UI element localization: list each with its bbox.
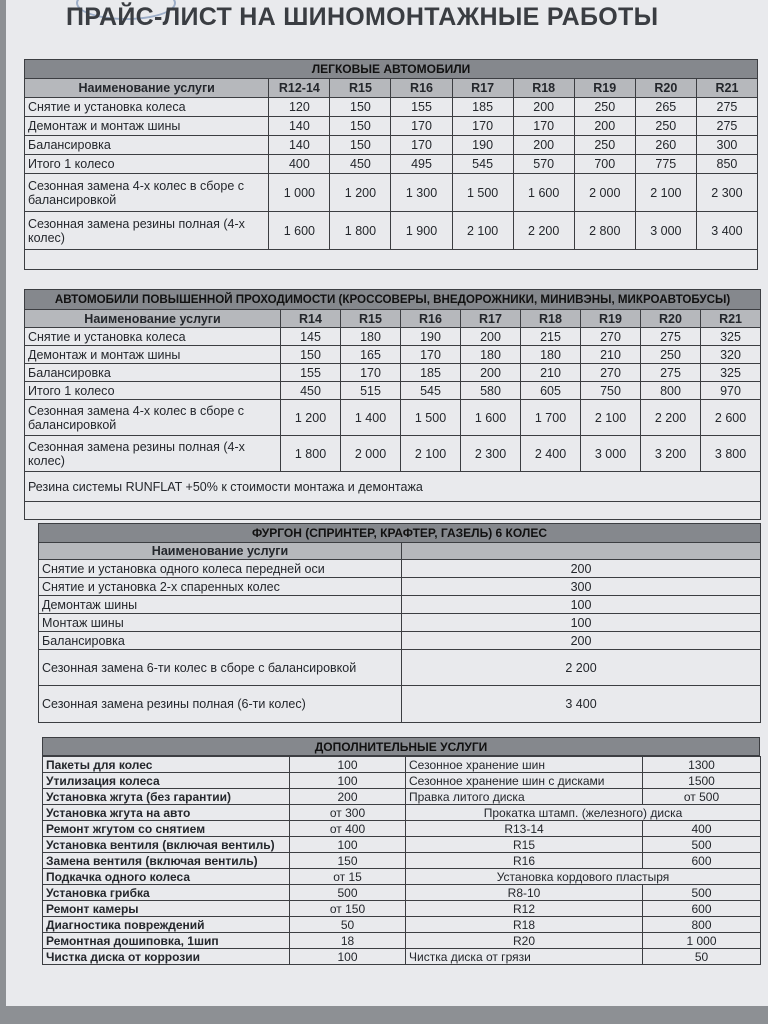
price-row xyxy=(25,364,761,382)
service-name: Замена вентиля (включая вентиль) xyxy=(43,853,290,869)
price-row xyxy=(39,560,761,578)
price-cell: 1500 xyxy=(643,773,761,789)
price-cell: 185 xyxy=(452,98,513,117)
price-cell: от 400 xyxy=(290,821,406,837)
subheader: Установка кордового пластыря xyxy=(406,869,761,885)
price-cell: 200 xyxy=(574,117,635,136)
price-row xyxy=(25,400,761,436)
price-row xyxy=(406,853,761,869)
price-cell: 775 xyxy=(635,155,696,174)
price-cell: 18 xyxy=(290,933,406,949)
price-row xyxy=(25,436,761,472)
service-col-header: Наименование услуги xyxy=(25,79,269,98)
service-name: Установка грибка xyxy=(43,885,290,901)
price-col-header xyxy=(402,543,761,560)
section-header-van: ФУРГОН (СПРИНТЕР, КРАФТЕР, ГАЗЕЛЬ) 6 КОЛЕС xyxy=(39,524,761,543)
price-cell: 1 600 xyxy=(513,174,574,212)
service-name: R20 xyxy=(406,933,643,949)
price-row xyxy=(406,949,761,965)
price-cell: 170 xyxy=(513,117,574,136)
price-cell: 170 xyxy=(391,136,452,155)
price-cell: 605 xyxy=(521,382,581,400)
price-row xyxy=(406,837,761,853)
service-name: R12 xyxy=(406,901,643,917)
price-cell: 500 xyxy=(643,885,761,901)
price-cell: 265 xyxy=(635,98,696,117)
service-name: Итого 1 колесо xyxy=(25,382,281,400)
service-name: Сезонная замена резины полная (4-х колес) xyxy=(25,436,281,472)
price-row xyxy=(406,901,761,917)
price-cell: 270 xyxy=(581,364,641,382)
section-header-suv: АВТОМОБИЛИ ПОВЫШЕННОЙ ПРОХОДИМОСТИ (КРОССОВЕРЫ, ВНЕДОРОЖНИКИ, МИНИВЭНЫ, МИКРОАВТОБУСЫ) xyxy=(25,290,761,310)
price-cell: 580 xyxy=(461,382,521,400)
price-cell: 100 xyxy=(290,773,406,789)
service-name: Сезонная замена 4-х колес в сборе с балансировкой xyxy=(25,174,269,212)
service-name: R18 xyxy=(406,917,643,933)
service-name: Чистка диска от грязи xyxy=(406,949,643,965)
price-cell: 495 xyxy=(391,155,452,174)
price-row xyxy=(25,382,761,400)
price-cell: 2 200 xyxy=(641,400,701,436)
size-header: R18 xyxy=(513,79,574,98)
price-cell: 275 xyxy=(641,364,701,382)
price-cell: 170 xyxy=(341,364,401,382)
price-cell: 200 xyxy=(461,364,521,382)
price-cell: 270 xyxy=(581,328,641,346)
price-cell: 2 200 xyxy=(513,212,574,250)
price-cell: 2 100 xyxy=(452,212,513,250)
runflat-note: Резина системы RUNFLAT +50% к стоимости монтажа и демонтажа xyxy=(25,472,761,502)
price-cell: 2 100 xyxy=(401,436,461,472)
price-row xyxy=(25,155,758,174)
price-row xyxy=(406,933,761,949)
price-cell: 100 xyxy=(290,757,406,773)
price-cell: 2 400 xyxy=(521,436,581,472)
price-cell: 155 xyxy=(391,98,452,117)
price-cell: 750 xyxy=(581,382,641,400)
price-row xyxy=(43,773,406,789)
price-cell: 100 xyxy=(402,596,761,614)
price-cell: 150 xyxy=(290,853,406,869)
service-name: R15 xyxy=(406,837,643,853)
price-cell: 500 xyxy=(643,837,761,853)
van-price-table xyxy=(38,523,761,723)
price-row xyxy=(406,917,761,933)
service-name: Сезонная замена резины полная (4-х колес) xyxy=(25,212,269,250)
price-cell: 165 xyxy=(341,346,401,364)
size-header: R15 xyxy=(330,79,391,98)
price-cell: 1 600 xyxy=(461,400,521,436)
price-cell: 545 xyxy=(401,382,461,400)
size-header: R12-14 xyxy=(269,79,330,98)
extra-header xyxy=(42,737,760,756)
price-row xyxy=(43,853,406,869)
price-cell: 1 000 xyxy=(269,174,330,212)
price-cell: 3 200 xyxy=(641,436,701,472)
price-cell: 300 xyxy=(696,136,757,155)
price-cell: 1 300 xyxy=(391,174,452,212)
price-cell: 970 xyxy=(701,382,761,400)
price-cell: 515 xyxy=(341,382,401,400)
price-cell: 210 xyxy=(521,364,581,382)
section-header-cars: ЛЕГКОВЫЕ АВТОМОБИЛИ xyxy=(25,60,758,79)
price-cell: 2 100 xyxy=(635,174,696,212)
service-name: Сезонное хранение шин с дисками xyxy=(406,773,643,789)
service-name: Подкачка одного колеса xyxy=(43,869,290,885)
price-cell: 170 xyxy=(401,346,461,364)
price-cell: 3 800 xyxy=(701,436,761,472)
price-row xyxy=(25,117,758,136)
price-row xyxy=(43,933,406,949)
price-cell: 250 xyxy=(635,117,696,136)
price-cell: 250 xyxy=(574,98,635,117)
price-cell: 1 800 xyxy=(330,212,391,250)
price-cell: 200 xyxy=(513,136,574,155)
price-cell: 150 xyxy=(330,136,391,155)
price-row xyxy=(406,885,761,901)
price-cell: 1 800 xyxy=(281,436,341,472)
price-cell: 200 xyxy=(290,789,406,805)
price-cell: 1300 xyxy=(643,757,761,773)
service-name: Установка жгута на авто xyxy=(43,805,290,821)
price-cell: 140 xyxy=(269,136,330,155)
price-cell: 400 xyxy=(643,821,761,837)
price-row xyxy=(25,136,758,155)
price-row xyxy=(43,789,406,805)
page-title: ПРАЙС-ЛИСТ НА ШИНОМОНТАЖНЫЕ РАБОТЫ xyxy=(66,3,659,31)
price-row xyxy=(25,328,761,346)
price-cell: 275 xyxy=(641,328,701,346)
service-name: Правка литого диска xyxy=(406,789,643,805)
price-row xyxy=(43,917,406,933)
price-cell: 100 xyxy=(290,837,406,853)
service-name: Утилизация колеса xyxy=(43,773,290,789)
service-name: Балансировка xyxy=(39,632,402,650)
price-cell: 140 xyxy=(269,117,330,136)
price-cell: 215 xyxy=(521,328,581,346)
price-cell: 1 200 xyxy=(281,400,341,436)
price-cell: 275 xyxy=(696,117,757,136)
price-cell: 450 xyxy=(281,382,341,400)
price-cell: 2 800 xyxy=(574,212,635,250)
price-cell: 450 xyxy=(330,155,391,174)
price-cell: 325 xyxy=(701,364,761,382)
service-name: Установка жгута (без гарантии) xyxy=(43,789,290,805)
service-name: Демонтаж шины xyxy=(39,596,402,614)
price-cell: 120 xyxy=(269,98,330,117)
price-row xyxy=(39,596,761,614)
price-cell: 800 xyxy=(643,917,761,933)
price-cell: от 300 xyxy=(290,805,406,821)
price-row xyxy=(43,837,406,853)
price-cell: 150 xyxy=(330,98,391,117)
size-header: R16 xyxy=(391,79,452,98)
subheader-row xyxy=(406,805,761,821)
price-cell: 150 xyxy=(281,346,341,364)
service-name: Установка вентиля (включая вентиль) xyxy=(43,837,290,853)
service-name: Сезонная замена 4-х колес в сборе с балансировкой xyxy=(25,400,281,436)
price-cell: 200 xyxy=(402,632,761,650)
price-cell: 1 700 xyxy=(521,400,581,436)
service-col-header: Наименование услуги xyxy=(39,543,402,560)
price-cell: 50 xyxy=(290,917,406,933)
price-row xyxy=(43,869,406,885)
price-cell: 2 600 xyxy=(701,400,761,436)
price-cell: от 500 xyxy=(643,789,761,805)
service-name: Балансировка xyxy=(25,364,281,382)
suv-price-table xyxy=(24,289,761,520)
service-name: Демонтаж и монтаж шины xyxy=(25,346,281,364)
size-header: R20 xyxy=(641,310,701,328)
size-header: R20 xyxy=(635,79,696,98)
price-cell: 3 000 xyxy=(581,436,641,472)
size-header-row xyxy=(25,310,761,328)
price-cell: 800 xyxy=(641,382,701,400)
price-row xyxy=(39,650,761,686)
price-cell: 200 xyxy=(513,98,574,117)
size-header: R14 xyxy=(281,310,341,328)
size-header: R16 xyxy=(401,310,461,328)
price-cell: 2 000 xyxy=(574,174,635,212)
price-cell: 1 400 xyxy=(341,400,401,436)
section-header-extra: ДОПОЛНИТЕЛЬНЫЕ УСЛУГИ xyxy=(43,738,760,756)
price-cell: 2 000 xyxy=(341,436,401,472)
price-cell: 850 xyxy=(696,155,757,174)
price-cell: 200 xyxy=(402,560,761,578)
price-row xyxy=(25,174,758,212)
price-cell: 2 100 xyxy=(581,400,641,436)
price-cell: 3 400 xyxy=(402,686,761,723)
service-name: Пакеты для колес xyxy=(43,757,290,773)
price-cell: 185 xyxy=(401,364,461,382)
price-cell: 600 xyxy=(643,901,761,917)
price-cell: 190 xyxy=(401,328,461,346)
price-cell: 170 xyxy=(391,117,452,136)
service-name: Демонтаж и монтаж шины xyxy=(25,117,269,136)
price-cell: 155 xyxy=(281,364,341,382)
service-name: R8-10 xyxy=(406,885,643,901)
price-cell: 700 xyxy=(574,155,635,174)
service-name: Ремонт камеры xyxy=(43,901,290,917)
price-row xyxy=(406,773,761,789)
price-row xyxy=(43,885,406,901)
price-cell: 180 xyxy=(341,328,401,346)
price-cell: 250 xyxy=(641,346,701,364)
price-cell: 1 600 xyxy=(269,212,330,250)
price-cell: 210 xyxy=(581,346,641,364)
price-row xyxy=(39,686,761,723)
price-cell: 545 xyxy=(452,155,513,174)
price-cell: 180 xyxy=(461,346,521,364)
service-name: Балансировка xyxy=(25,136,269,155)
service-name: Чистка диска от коррозии xyxy=(43,949,290,965)
price-row xyxy=(43,821,406,837)
service-name: Снятие и установка одного колеса передней оси xyxy=(39,560,402,578)
service-name: Ремонтная дошиповка, 1шип xyxy=(43,933,290,949)
price-cell: 1 500 xyxy=(452,174,513,212)
price-cell: 2 300 xyxy=(461,436,521,472)
service-name: Ремонт жгутом со снятием xyxy=(43,821,290,837)
price-cell: 300 xyxy=(402,578,761,596)
cars-price-table xyxy=(24,59,758,270)
service-name: R16 xyxy=(406,853,643,869)
size-header: R17 xyxy=(461,310,521,328)
price-cell: 145 xyxy=(281,328,341,346)
service-name: Диагностика повреждений xyxy=(43,917,290,933)
service-name: Снятие и установка 2-х спаренных колес xyxy=(39,578,402,596)
price-cell: 1 900 xyxy=(391,212,452,250)
price-row xyxy=(43,901,406,917)
service-name: Сезонная замена 6-ти колес в сборе с балансировкой xyxy=(39,650,402,686)
subheader-row xyxy=(406,869,761,885)
price-row xyxy=(43,949,406,965)
price-row xyxy=(406,821,761,837)
price-cell: 190 xyxy=(452,136,513,155)
service-name: R13-14 xyxy=(406,821,643,837)
price-cell: 100 xyxy=(290,949,406,965)
price-cell: 3 000 xyxy=(635,212,696,250)
size-header: R17 xyxy=(452,79,513,98)
extra-right-table xyxy=(405,756,761,965)
price-cell: 200 xyxy=(461,328,521,346)
service-name: Итого 1 колесо xyxy=(25,155,269,174)
price-row xyxy=(43,757,406,773)
price-cell: 150 xyxy=(330,117,391,136)
price-cell: 500 xyxy=(290,885,406,901)
price-cell: 275 xyxy=(696,98,757,117)
price-row xyxy=(406,757,761,773)
price-row xyxy=(39,578,761,596)
service-name: Снятие и установка колеса xyxy=(25,98,269,117)
price-cell: 600 xyxy=(643,853,761,869)
size-header: R15 xyxy=(341,310,401,328)
extra-left-table xyxy=(42,756,406,965)
price-cell: от 150 xyxy=(290,901,406,917)
service-name: Снятие и установка колеса xyxy=(25,328,281,346)
service-name: Сезонная замена резины полная (6-ти колес) xyxy=(39,686,402,723)
service-col-header: Наименование услуги xyxy=(25,310,281,328)
size-header: R19 xyxy=(581,310,641,328)
price-row xyxy=(25,346,761,364)
price-cell: 2 300 xyxy=(696,174,757,212)
size-header: R18 xyxy=(521,310,581,328)
price-cell: 1 200 xyxy=(330,174,391,212)
price-row xyxy=(25,98,758,117)
price-cell: 1 500 xyxy=(401,400,461,436)
price-row xyxy=(39,632,761,650)
price-cell: 1 000 xyxy=(643,933,761,949)
price-cell: 3 400 xyxy=(696,212,757,250)
price-cell: 180 xyxy=(521,346,581,364)
price-row xyxy=(25,212,758,250)
service-name: Монтаж шины xyxy=(39,614,402,632)
size-header: R21 xyxy=(701,310,761,328)
price-row xyxy=(39,614,761,632)
price-cell: 250 xyxy=(574,136,635,155)
price-row xyxy=(43,805,406,821)
price-cell: 100 xyxy=(402,614,761,632)
price-cell: 2 200 xyxy=(402,650,761,686)
price-cell: от 15 xyxy=(290,869,406,885)
subheader: Прокатка штамп. (железного) диска xyxy=(406,805,761,821)
price-cell: 320 xyxy=(701,346,761,364)
size-header: R21 xyxy=(696,79,757,98)
price-cell: 260 xyxy=(635,136,696,155)
price-list-sheet xyxy=(6,0,768,1006)
price-row xyxy=(406,789,761,805)
price-cell: 570 xyxy=(513,155,574,174)
price-cell: 400 xyxy=(269,155,330,174)
price-cell: 170 xyxy=(452,117,513,136)
price-cell: 50 xyxy=(643,949,761,965)
size-header: R19 xyxy=(574,79,635,98)
service-name: Сезонное хранение шин xyxy=(406,757,643,773)
price-cell: 325 xyxy=(701,328,761,346)
size-header-row xyxy=(25,79,758,98)
